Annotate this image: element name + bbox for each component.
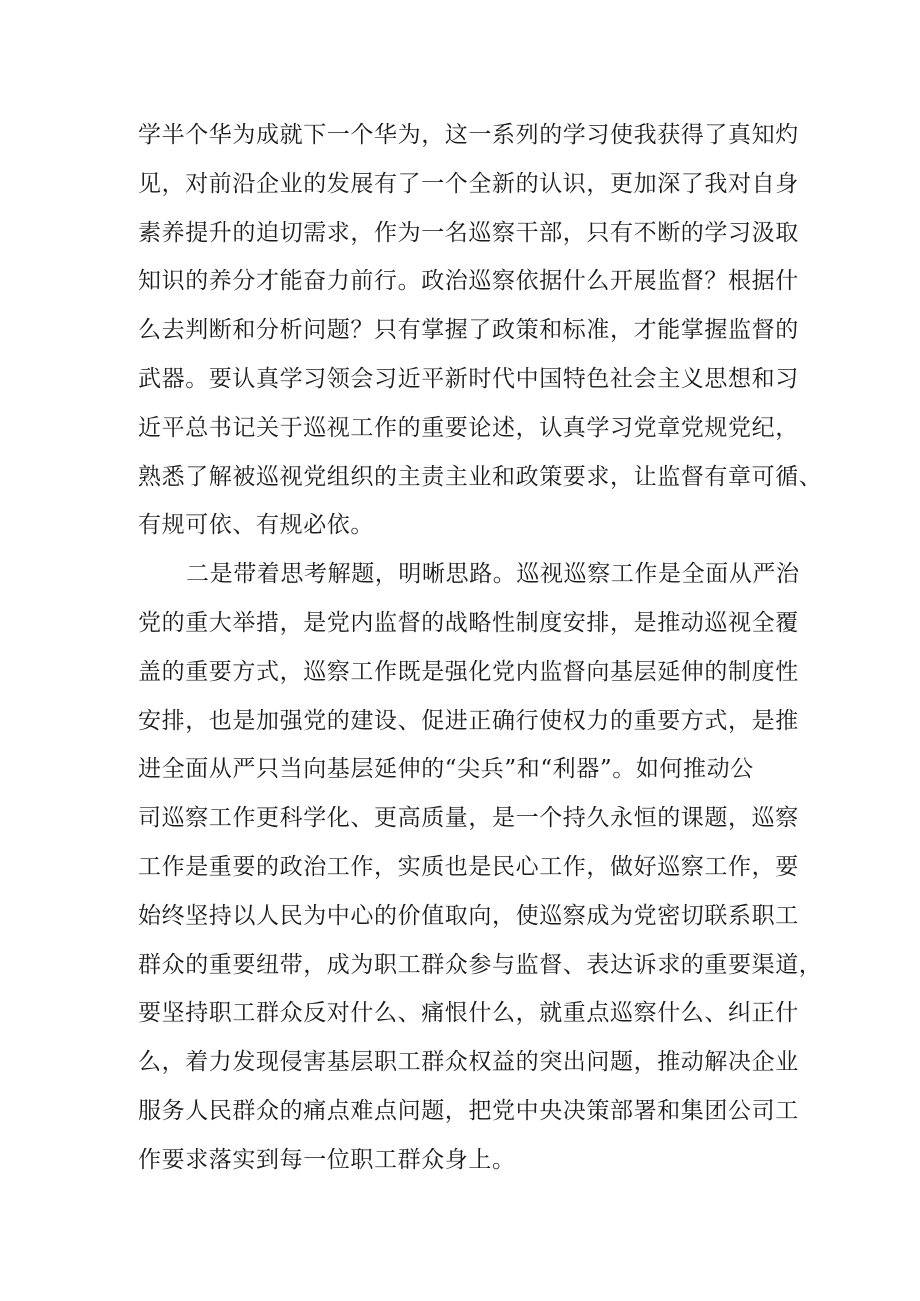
text-line: 工作是重要的政治工作，实质也是民心工作，做好巡察工作，要 <box>138 853 799 880</box>
text-line: 司巡察工作更科学化、更高质量，是一个持久永恒的课题，巡察 <box>138 805 799 832</box>
text-line: 知识的养分才能奋力前行。政治巡察依据什么开展监督？根据什 <box>138 268 799 295</box>
text-line: 么去判断和分析问题？只有掌握了政策和标准，才能掌握监督的 <box>138 317 799 344</box>
text-line: 群众的重要纽带，成为职工群众参与监督、表达诉求的重要渠道， <box>138 951 823 978</box>
text-line: 么，着力发现侵害基层职工群众权益的突出问题，推动解决企业 <box>138 1049 799 1076</box>
text-line: 熟悉了解被巡视党组织的主责主业和政策要求，让监督有章可循、 <box>138 463 823 490</box>
text-line: 党的重大举措，是党内监督的战略性制度安排，是推动巡视全覆 <box>138 609 799 636</box>
text-line: 见，对前沿企业的发展有了一个全新的认识，更加深了我对自身 <box>138 170 799 197</box>
text-line: 作要求落实到每一位职工群众身上。 <box>138 1146 516 1173</box>
text-line: 服务人民群众的痛点难点问题，把党中央决策部署和集团公司工 <box>138 1097 799 1124</box>
document-body <box>138 111 823 1185</box>
text-line: 进全面从严只当向基层延伸的“尖兵”和“利器”。如何推动公 <box>138 756 754 783</box>
text-line: 学半个华为成就下一个华为，这一系列的学习使我获得了真知灼 <box>138 122 799 148</box>
text-line: 素养提升的迫切需求，作为一名巡察干部，只有不断的学习汲取 <box>138 219 799 246</box>
text-line-first-indented: 二是带着思考解题，明晰思路。巡视巡察工作是全面从严治 <box>186 561 800 588</box>
text-line: 有规可依、有规必依。 <box>138 512 374 539</box>
paragraph-1 <box>138 111 823 550</box>
text-line: 安排，也是加强党的建设、促进正确行使权力的重要方式，是推 <box>138 707 799 734</box>
text-line: 盖的重要方式，巡察工作既是强化党内监督向基层延伸的制度性 <box>138 658 799 685</box>
text-line: 近平总书记关于巡视工作的重要论述，认真学习党章党规党纪， <box>138 414 799 441</box>
paragraph-2 <box>138 550 823 1184</box>
text-line: 要坚持职工群众反对什么、痛恨什么，就重点巡察什么、纠正什 <box>138 1000 799 1027</box>
text-line: 始终坚持以人民为中心的价值取向，使巡察成为党密切联系职工 <box>138 902 799 929</box>
text-line: 武器。要认真学习领会习近平新时代中国特色社会主义思想和习 <box>138 365 799 392</box>
